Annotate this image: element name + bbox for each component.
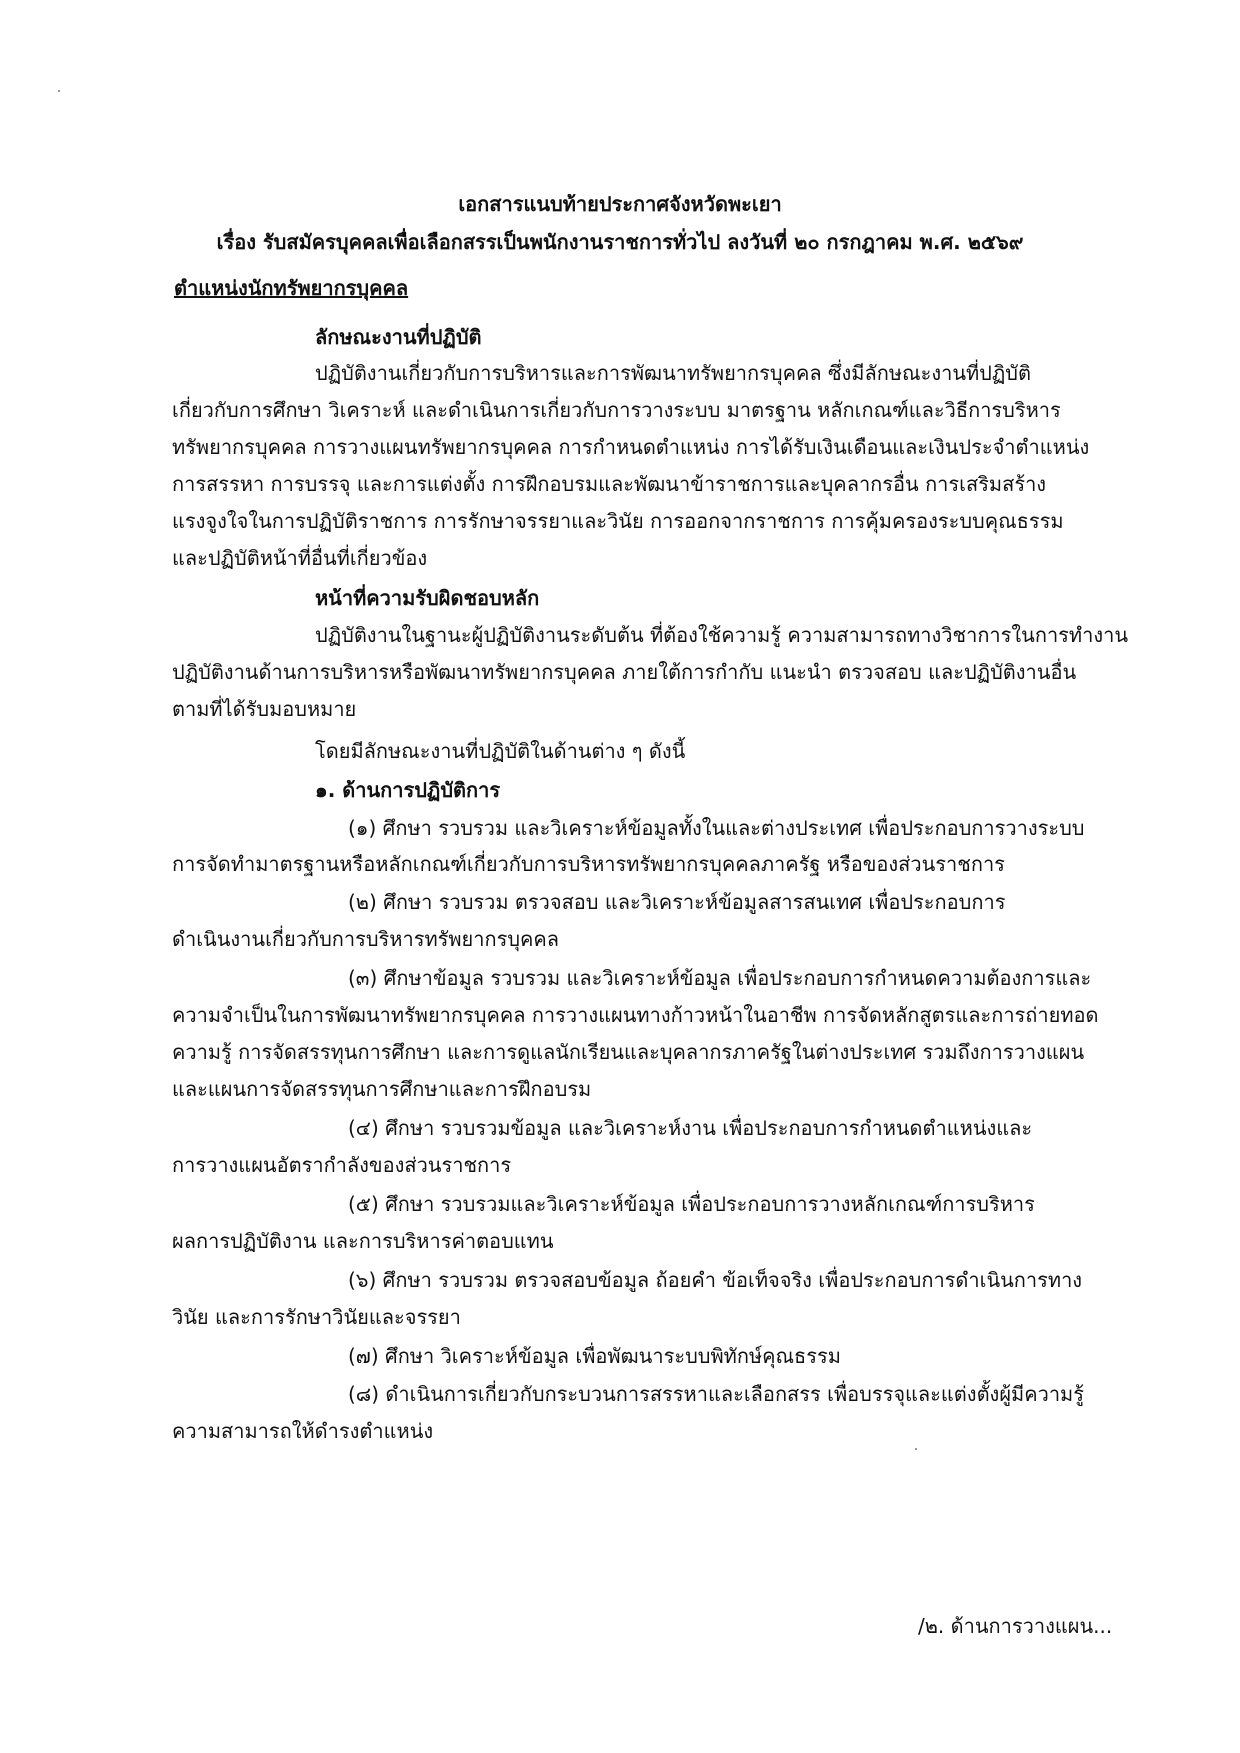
- main-duties-line: ตามที่ได้รับมอบหมาย: [172, 697, 357, 721]
- main-duties-heading: หน้าที่ความรับผิดชอบหลัก: [315, 586, 540, 610]
- document-title: เอกสารแนบท้ายประกาศจังหวัดพะเยา: [458, 192, 782, 216]
- main-duties-line: ปฏิบัติงานด้านการบริหารหรือพัฒนาทรัพยากรบุคคล ภายใต้การกำกับ แนะนำ ตรวจสอบ และปฏิบัติงานอื่น: [172, 660, 1077, 684]
- operations-item: (๓) ศึกษาข้อมูล รวบรวม และวิเคราะห์ข้อมูล เพื่อประกอบการกำหนดความต้องการและ: [348, 966, 1092, 990]
- page-continuation: /๒. ด้านการวางแผน...: [918, 1614, 1113, 1638]
- job-nature-line: เกี่ยวกับการศึกษา วิเคราะห์ และดำเนินการเกี่ยวกับการวางระบบ มาตรฐาน หลักเกณฑ์และวิธีการบริหาร: [172, 398, 1061, 422]
- operations-item-continued: การวางแผนอัตรากำลังของส่วนราชการ: [172, 1153, 512, 1177]
- job-nature-line: ทรัพยากรบุคคล การวางแผนทรัพยากรบุคคล การกำหนดตำแหน่ง การได้รับเงินเดือนและเงินประจำตำแหน่ง: [172, 435, 1090, 459]
- scan-speck: [58, 90, 60, 92]
- position-heading: ตำแหน่งนักทรัพยากรบุคคล: [174, 276, 409, 300]
- operations-item: (๒) ศึกษา รวบรวม ตรวจสอบ และวิเคราะห์ข้อมูลสารสนเทศ เพื่อประกอบการ: [348, 890, 1006, 914]
- job-nature-line: การสรรหา การบรรจุ และการแต่งตั้ง การฝึกอบรมและพัฒนาข้าราชการและบุคลากรอื่น การเสริมสร้าง: [172, 472, 1047, 496]
- operations-item-continued: ความสามารถให้ดำรงตำแหน่ง: [172, 1419, 434, 1443]
- operations-item: (๔) ศึกษา รวบรวมข้อมูล และวิเคราะห์งาน เพื่อประกอบการกำหนดตำแหน่งและ: [348, 1116, 1033, 1140]
- operations-item: (๖) ศึกษา รวบรวม ตรวจสอบข้อมูล ถ้อยคำ ข้อเท็จจริง เพื่อประกอบการดำเนินการทาง: [348, 1268, 1083, 1292]
- main-duties-intro: โดยมีลักษณะงานที่ปฏิบัติในด้านต่าง ๆ ดังนี้: [315, 739, 686, 763]
- operations-item-continued: และแผนการจัดสรรทุนการศึกษาและการฝึกอบรม: [172, 1077, 592, 1101]
- operations-item-continued: ความรู้ การจัดสรรทุนการศึกษา และการดูแลนักเรียนและบุคลากรภาครัฐในต่างประเทศ รวมถึงการวางแผน: [172, 1040, 1085, 1064]
- operations-item-continued: การจัดทำมาตรฐานหรือหลักเกณฑ์เกี่ยวกับการบริหารทรัพยากรบุคคลภาครัฐ หรือของส่วนราชการ: [172, 852, 1005, 876]
- operations-heading: ๑. ด้านการปฏิบัติการ: [315, 778, 501, 802]
- operations-item: (๕) ศึกษา รวบรวมและวิเคราะห์ข้อมูล เพื่อประกอบการวางหลักเกณฑ์การบริหาร: [348, 1192, 1035, 1216]
- job-nature-line: ปฏิบัติงานเกี่ยวกับการบริหารและการพัฒนาทรัพยากรบุคคล ซึ่งมีลักษณะงานที่ปฏิบัติ: [315, 361, 1031, 385]
- operations-item: (๘) ดำเนินการเกี่ยวกับกระบวนการสรรหาและเลือกสรร เพื่อบรรจุและแต่งตั้งผู้มีความรู้: [348, 1382, 1084, 1406]
- operations-item: (๗) ศึกษา วิเคราะห์ข้อมูล เพื่อพัฒนาระบบพิทักษ์คุณธรรม: [348, 1344, 841, 1368]
- job-nature-heading: ลักษณะงานที่ปฏิบัติ: [315, 325, 482, 349]
- document-subject: เรื่อง รับสมัครบุคคลเพื่อเลือกสรรเป็นพนักงานราชการทั่วไป ลงวันที่ ๒๐ กรกฎาคม พ.ศ. ๒๕๖๙: [216, 230, 1024, 254]
- operations-item-continued: ความจำเป็นในการพัฒนาทรัพยากรบุคคล การวางแผนทางก้าวหน้าในอาชีพ การจัดหลักสูตรและการถ่ายทอด: [172, 1003, 1099, 1027]
- job-nature-line: แรงจูงใจในการปฏิบัติราชการ การรักษาจรรยาและวินัย การออกจากราชการ การคุ้มครองระบบคุณธรรม: [172, 509, 1064, 533]
- main-duties-line: ปฏิบัติงานในฐานะผู้ปฏิบัติงานระดับต้น ที่ต้องใช้ความรู้ ความสามารถทางวิชาการในการทำงาน: [315, 623, 1129, 647]
- operations-item-continued: วินัย และการรักษาวินัยและจรรยา: [172, 1305, 461, 1329]
- scan-speck: [915, 1448, 917, 1450]
- operations-item-continued: ดำเนินงานเกี่ยวกับการบริหารทรัพยากรบุคคล: [172, 927, 560, 951]
- job-nature-line: และปฏิบัติหน้าที่อื่นที่เกี่ยวข้อง: [172, 546, 428, 570]
- operations-item-continued: ผลการปฏิบัติงาน และการบริหารค่าตอบแทน: [172, 1229, 554, 1253]
- operations-item: (๑) ศึกษา รวบรวม และวิเคราะห์ข้อมูลทั้งในและต่างประเทศ เพื่อประกอบการวางระบบ: [348, 816, 1085, 840]
